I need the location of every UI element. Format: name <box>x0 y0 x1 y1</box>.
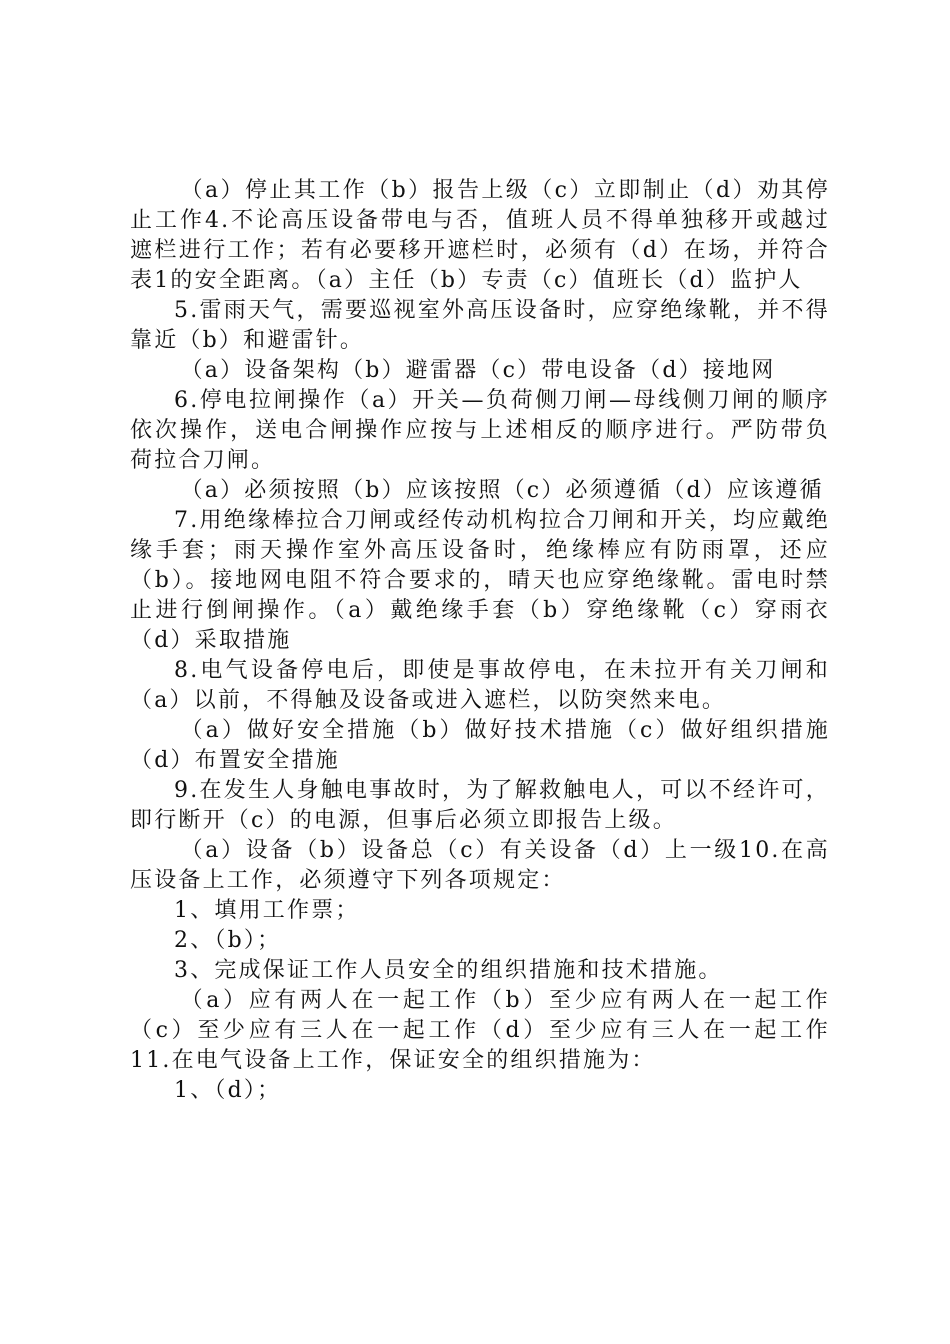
paragraph-q10-item2: 2、（b）； <box>174 928 282 953</box>
paragraph-q5-options: （a）设备架构（b）避雷器（c）带电设备（d）接地网 <box>180 358 776 383</box>
paragraph-q5: 5.雷雨天气，需要巡视室外高压设备时，应穿绝缘靴，并不得靠近（b）和避雷针。 <box>130 298 830 353</box>
paragraph-q9: 9.在发生人身触电事故时，为了解救触电人，可以不经许可，即行断开（c）的电源，但事后必须立即报告上级。 <box>130 778 830 833</box>
paragraph-q8-options: （a）做好安全措施（b）做好技术措施（c）做好组织措施（d）布置安全措施 <box>130 718 830 773</box>
paragraph-q8: 8.电气设备停电后，即使是事故停电，在未拉开有关刀闸和（a）以前，不得触及设备或进入遮栏，以防突然来电。 <box>130 658 830 713</box>
paragraph-q6-options: （a）必须按照（b）应该按照（c）必须遵循（d）应该遵循 <box>180 478 824 503</box>
paragraph-q9-options-q10: （a）设备（b）设备总（c）有关设备（d）上一级10.在高压设备上工作，必须遵守下列各项规定： <box>130 838 830 893</box>
paragraph-q11-item1: 1、（d）； <box>174 1078 282 1103</box>
paragraph-q6: 6.停电拉闸操作（a）开关—负荷侧刀闸—母线侧刀闸的顺序依次操作，送电合闸操作应按与上述相反的顺序进行。严防带负荷拉合刀闸。 <box>130 388 830 473</box>
paragraph-q10-item3: 3、完成保证工作人员安全的组织措施和技术措施。 <box>174 958 723 983</box>
document-body <box>130 176 830 1106</box>
paragraph-q7: 7.用绝缘棒拉合刀闸或经传动机构拉合刀闸和开关，均应戴绝缘手套；雨天操作室外高压设备时，绝缘棒应有防雨罩，还应（b）。接地网电阻不符合要求的，晴天也应穿绝缘靴。雷电时禁止进行倒闸操作。（a）戴绝缘手套（b）穿绝缘靴（c）穿雨衣（d）采取措施 <box>130 508 830 653</box>
paragraph-q10-options-q11: （a）应有两人在一起工作（b）至少应有两人在一起工作（c）至少应有三人在一起工作（d）至少应有三人在一起工作11.在电气设备上工作，保证安全的组织措施为： <box>130 988 830 1073</box>
paragraph-q3-options-q4: （a）停止其工作（b）报告上级（c）立即制止（d）劝其停止工作4.不论高压设备带电与否，值班人员不得单独移开或越过遮栏进行工作；若有必要移开遮栏时，必须有（d）在场，并符合表1的安全距离。（a）主任（b）专责（c）值班长（d）监护人 <box>130 178 830 293</box>
paragraph-q10-item1: 1、填用工作票； <box>174 898 360 923</box>
